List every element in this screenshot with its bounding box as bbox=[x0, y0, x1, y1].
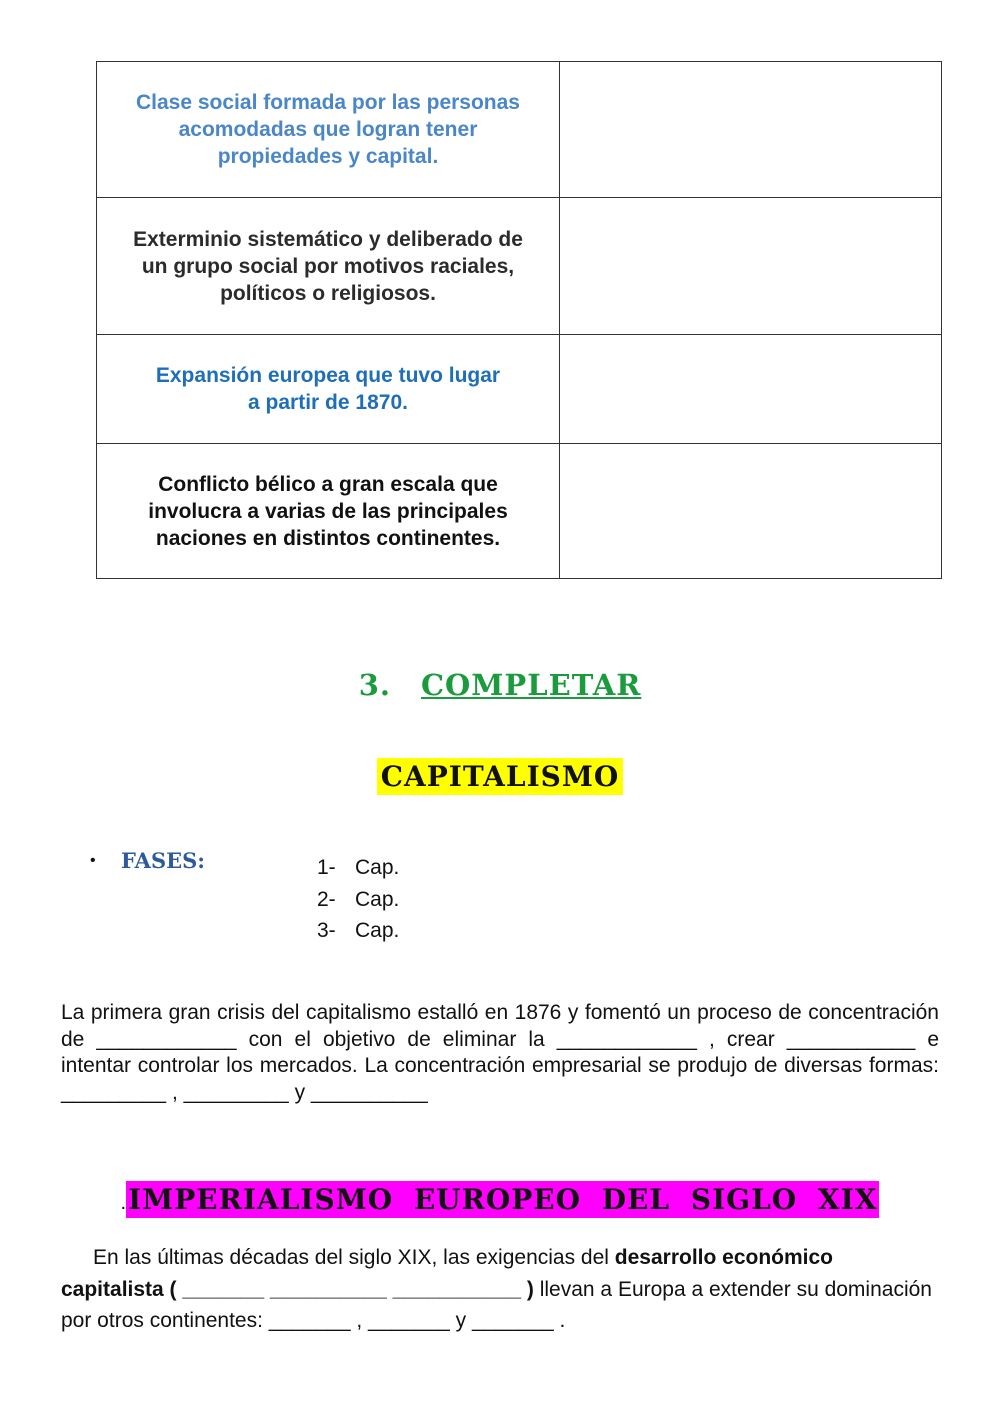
definition-line: Exterminio sistemático y deliberado de bbox=[133, 227, 523, 251]
definition-line: propiedades y capital. bbox=[217, 145, 439, 168]
imperialismo-heading-wrap bbox=[0, 1181, 1000, 1218]
crisis-paragraph: La primera gran crisis del capitalismo estalló en 1876 y fomentó un proceso de concentración de ____________ con el objetivo de eliminar la ____________ , crear ___________ e intentar controlar los mercados. La concentración empresarial se produjo de diversas formas: _________ , _________ y __________ bbox=[61, 1001, 939, 1104]
definition-line: acomodadas que logran tener bbox=[178, 118, 478, 141]
definition-line: a partir de 1870. bbox=[248, 391, 408, 414]
table-row bbox=[97, 62, 942, 198]
table-row bbox=[97, 444, 942, 579]
definition-line: un grupo social por motivos raciales, bbox=[141, 254, 515, 278]
list-item-number: 2- bbox=[317, 887, 336, 911]
definition-line: Conflicto bélico a gran escala que bbox=[158, 472, 498, 496]
answer-cell[interactable] bbox=[560, 335, 942, 444]
definition-line: involucra a varias de las principales bbox=[148, 499, 508, 523]
section-number: 3. bbox=[358, 668, 391, 702]
answer-cell[interactable] bbox=[560, 444, 942, 579]
table-row bbox=[97, 335, 942, 444]
list-item-number: 1- bbox=[317, 856, 336, 879]
paragraph-bold-text: desarrollo económico capitalista ( _______ __________ ___________ ) bbox=[61, 1246, 834, 1301]
definition-cell bbox=[97, 444, 560, 579]
imperialismo-heading: IMPERIALISMO EUROPEO DEL SIGLO XIX bbox=[128, 1183, 878, 1216]
definition-cell bbox=[97, 62, 560, 198]
definition-line: Expansión europea que tuvo lugar bbox=[155, 364, 501, 387]
fases-label: FASES: bbox=[121, 848, 206, 873]
bullet-icon: • bbox=[90, 852, 96, 869]
list-item-text: Cap. bbox=[355, 919, 400, 942]
paragraph-text: llevan a Europa a extender su dominación por otros continentes: _______ , _______ y _______ . bbox=[61, 1277, 932, 1332]
section-title: COMPLETAR bbox=[420, 668, 642, 702]
definitions-table bbox=[96, 61, 942, 579]
list-item bbox=[317, 884, 399, 916]
heading-prefix: . bbox=[120, 1192, 127, 1214]
list-item bbox=[317, 852, 399, 884]
list-item bbox=[317, 915, 399, 947]
list-item-number: 3- bbox=[317, 919, 336, 942]
fases-list bbox=[317, 852, 399, 947]
answer-cell[interactable] bbox=[560, 198, 942, 335]
imperialismo-paragraph bbox=[61, 1242, 941, 1337]
answer-cell[interactable] bbox=[560, 62, 942, 198]
definition-cell bbox=[97, 198, 560, 335]
table-row bbox=[97, 198, 942, 335]
definition-line: Clase social formada por las personas bbox=[136, 91, 520, 114]
section-heading-completar bbox=[0, 668, 1000, 702]
list-item-text: Cap. bbox=[355, 856, 400, 879]
capitalismo-heading: CAPITALISMO bbox=[377, 758, 624, 795]
definition-line: naciones en distintos continentes. bbox=[155, 526, 501, 550]
capitalismo-heading-wrap bbox=[0, 758, 1000, 795]
paragraph-text: En las últimas décadas del siglo XIX, las exigencias del bbox=[93, 1246, 615, 1269]
definition-cell bbox=[97, 335, 560, 444]
definition-line: políticos o religiosos. bbox=[220, 281, 436, 305]
list-item-text: Cap. bbox=[355, 887, 400, 911]
